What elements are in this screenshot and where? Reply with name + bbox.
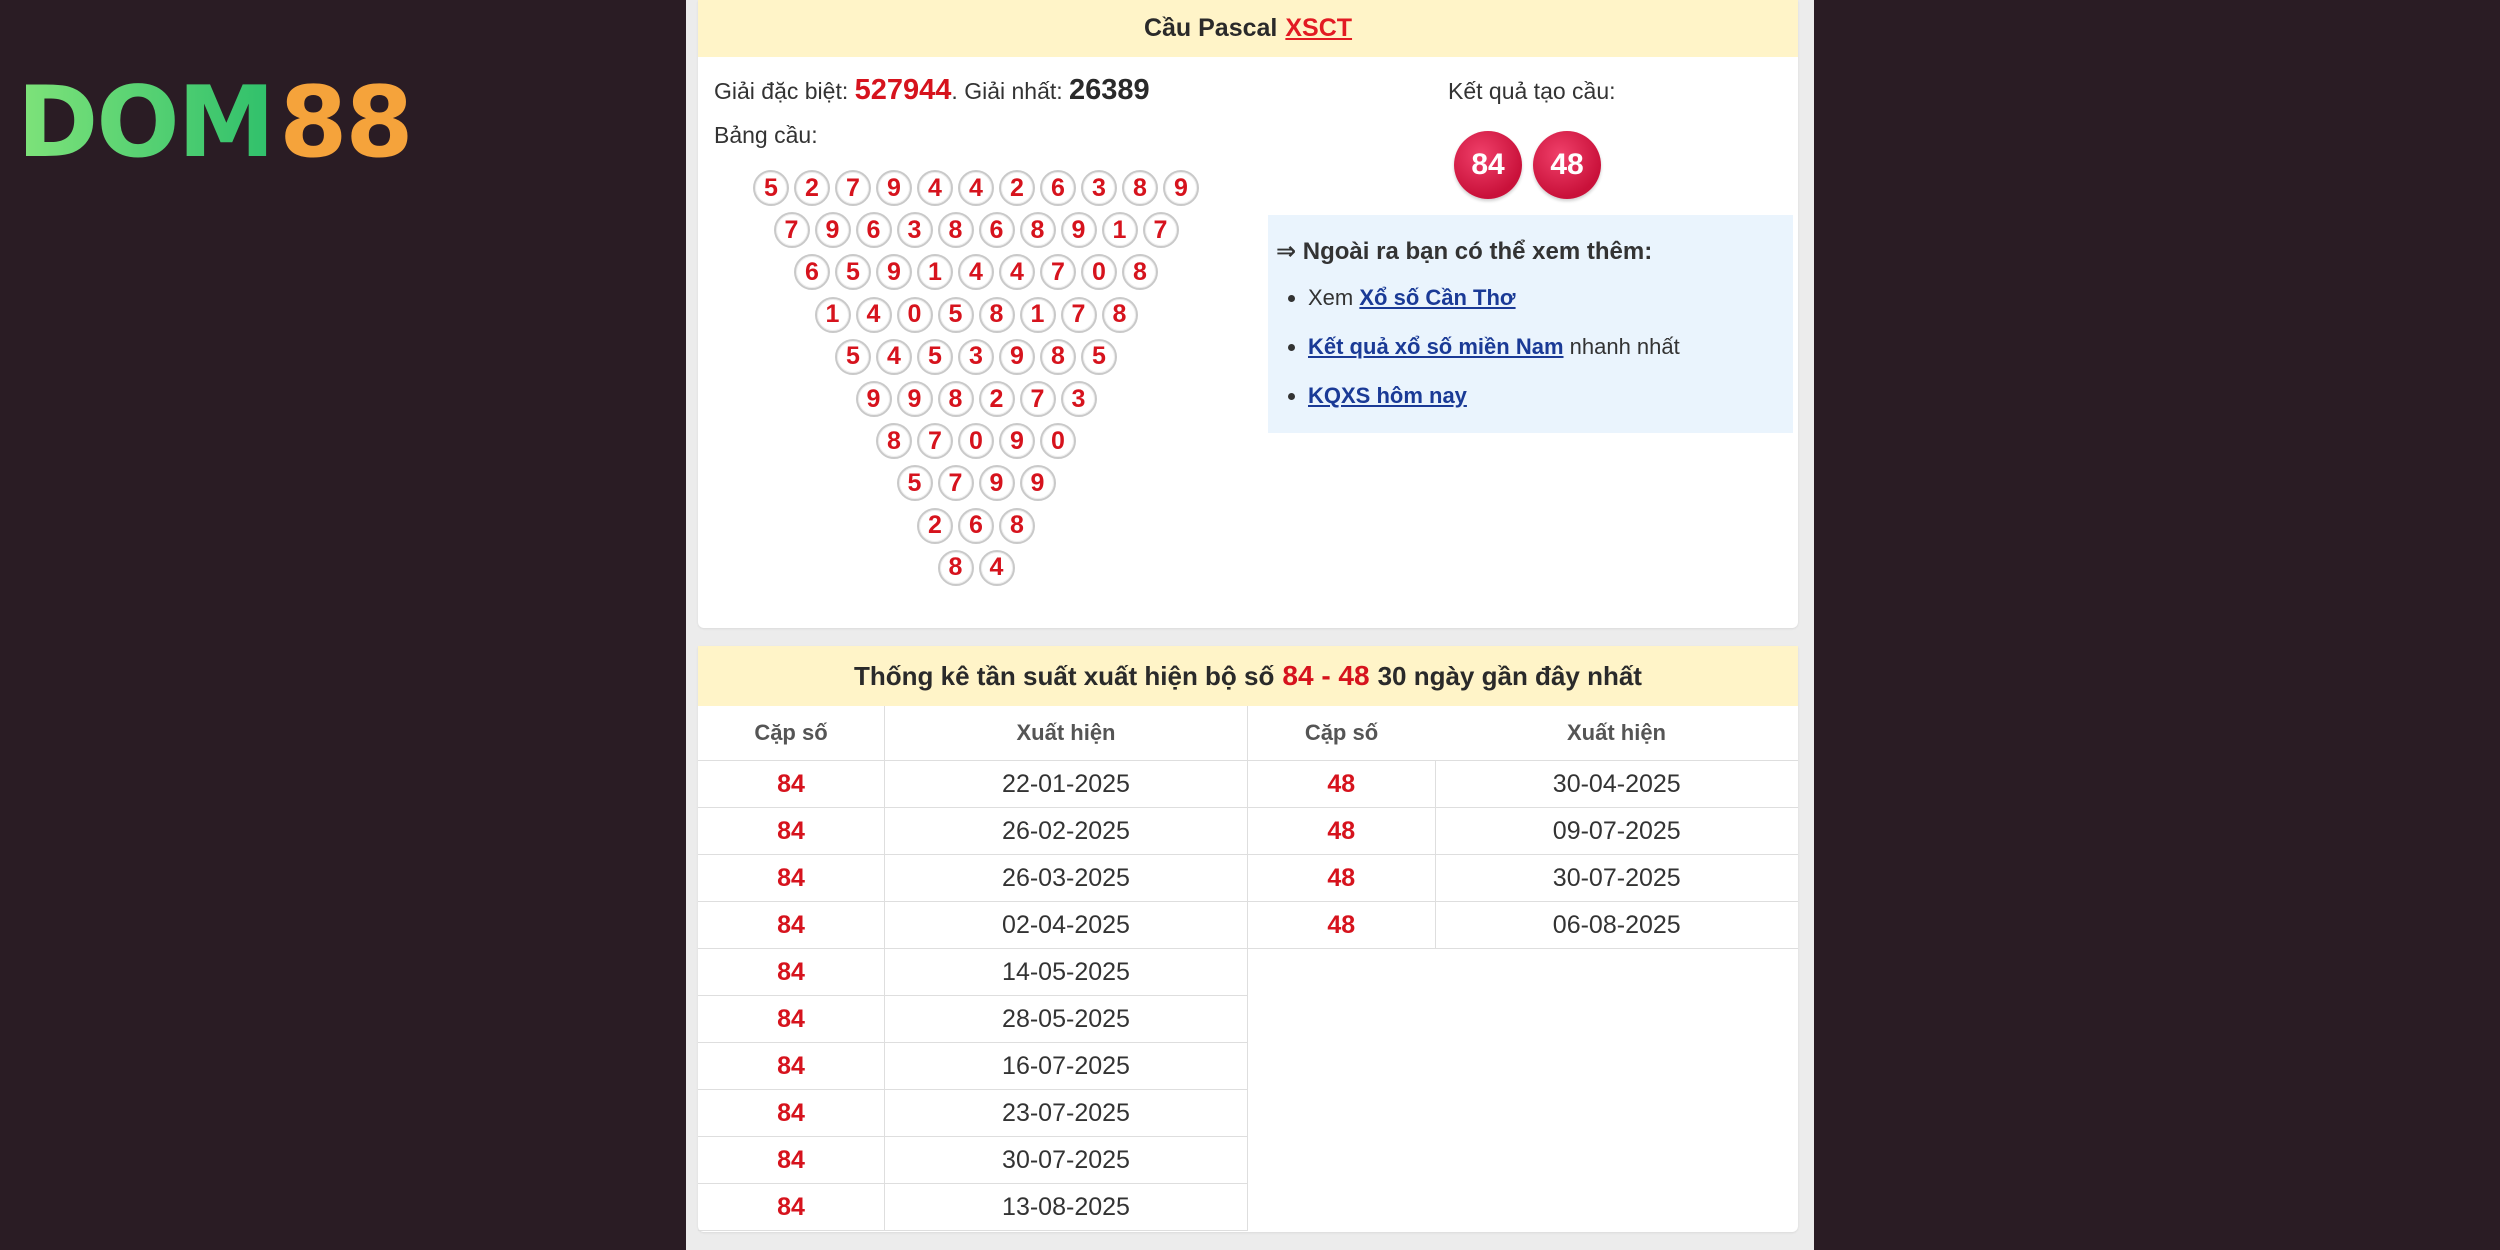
pascal-digit: 8 (1122, 170, 1158, 206)
pascal-digit: 8 (1102, 297, 1138, 333)
table-row (698, 761, 1248, 808)
pascal-digit: 4 (876, 339, 912, 375)
list-item (1308, 373, 1680, 422)
pascal-row (876, 423, 1081, 463)
pascal-digit: 0 (958, 423, 994, 459)
pair-cell: 84 (698, 1184, 885, 1231)
xsct-link[interactable]: XSCT (1285, 14, 1353, 42)
pascal-digit: 4 (958, 254, 994, 290)
pair-cell: 84 (698, 808, 885, 855)
table-row (1248, 808, 1798, 855)
pascal-digit: 1 (917, 254, 953, 290)
result-label: Kết quả tạo cầu: (1448, 78, 1616, 104)
result-ball-1: 84 (1454, 131, 1522, 199)
date-cell: 06-08-2025 (1435, 902, 1798, 949)
pascal-digit: 5 (897, 465, 933, 501)
date-cell: 26-03-2025 (885, 855, 1248, 902)
pair-cell: 84 (698, 902, 885, 949)
pascal-digit: 1 (815, 297, 851, 333)
pascal-digit: 4 (999, 254, 1035, 290)
pascal-digit: 8 (999, 508, 1035, 544)
pascal-digit: 5 (835, 254, 871, 290)
pascal-digit: 0 (1040, 423, 1076, 459)
stats-card (698, 646, 1798, 1232)
stats-table-48 (1248, 706, 1798, 949)
pascal-digit: 3 (1081, 170, 1117, 206)
pair-cell: 48 (1248, 902, 1435, 949)
pascal-digit: 8 (938, 381, 974, 417)
table-row (698, 949, 1248, 996)
pascal-digit: 9 (815, 212, 851, 248)
table-row (698, 1184, 1248, 1231)
table-row (1248, 902, 1798, 949)
pascal-digit: 5 (1081, 339, 1117, 375)
pascal-digit: 6 (979, 212, 1015, 248)
pascal-digit: 9 (979, 465, 1015, 501)
pascal-digit: 2 (794, 170, 830, 206)
pascal-digit: 9 (1020, 465, 1056, 501)
stats-title-suffix: 30 ngày gần đây nhất (1377, 660, 1642, 691)
pascal-digit: 5 (917, 339, 953, 375)
date-cell: 28-05-2025 (885, 996, 1248, 1043)
pascal-row (774, 212, 1184, 252)
date-cell: 13-08-2025 (885, 1184, 1248, 1231)
pair-cell: 84 (698, 996, 885, 1043)
date-cell: 26-02-2025 (885, 808, 1248, 855)
pair-cell: 84 (698, 855, 885, 902)
see-more-prefix: Xem (1308, 285, 1354, 310)
pascal-digit: 7 (1061, 297, 1097, 333)
pair-cell: 48 (1248, 761, 1435, 808)
table-row (698, 855, 1248, 902)
kqxs-hom-nay-link[interactable]: KQXS hôm nay (1308, 383, 1467, 408)
special-prize-label: Giải đặc biệt: (714, 78, 849, 104)
see-more-suffix: nhanh nhất (1569, 334, 1680, 359)
column-header-date: Xuất hiện (885, 706, 1248, 761)
column-header-date: Xuất hiện (1435, 706, 1798, 761)
pascal-digit: 9 (999, 423, 1035, 459)
pascal-digit: 0 (897, 297, 933, 333)
list-item (1308, 275, 1680, 324)
pascal-digit: 8 (938, 212, 974, 248)
pascal-row (856, 381, 1102, 421)
first-prize-label: Giải nhất: (964, 78, 1063, 104)
pair-cell: 48 (1248, 808, 1435, 855)
pascal-digit: 6 (794, 254, 830, 290)
pascal-table-label: Bảng cầu: (714, 122, 818, 148)
pascal-digit: 8 (1020, 212, 1056, 248)
see-more-title: ⇒ Ngoài ra bạn có thể xem thêm: (1276, 238, 1653, 265)
pascal-title: Cầu Pascal (1143, 14, 1278, 42)
pascal-digit: 7 (1020, 381, 1056, 417)
pascal-digit: 9 (1061, 212, 1097, 248)
pascal-digit: 8 (1122, 254, 1158, 290)
stats-table-84 (698, 706, 1248, 1231)
pascal-digit: 9 (856, 381, 892, 417)
pascal-digit: 2 (917, 508, 953, 544)
pascal-digit: 5 (753, 170, 789, 206)
pascal-digit: 5 (938, 297, 974, 333)
pascal-digit: 6 (958, 508, 994, 544)
date-cell: 30-07-2025 (1435, 855, 1798, 902)
pascal-row (917, 508, 1040, 548)
date-cell: 22-01-2025 (885, 761, 1248, 808)
see-more-box (1268, 215, 1793, 433)
pascal-digit: 8 (876, 423, 912, 459)
pascal-digit: 7 (774, 212, 810, 248)
pascal-digit: 9 (876, 170, 912, 206)
date-cell: 16-07-2025 (885, 1043, 1248, 1090)
date-cell: 14-05-2025 (885, 949, 1248, 996)
date-cell: 02-04-2025 (885, 902, 1248, 949)
dom88-logo[interactable] (17, 66, 412, 180)
pascal-digit: 7 (938, 465, 974, 501)
date-cell: 30-07-2025 (885, 1137, 1248, 1184)
pascal-card-header (698, 0, 1798, 57)
table-row (698, 1137, 1248, 1184)
column-header-pair: Cặp số (1248, 706, 1435, 761)
pascal-digit: 4 (979, 550, 1015, 586)
pascal-digit: 2 (999, 170, 1035, 206)
pascal-digit: 4 (917, 170, 953, 206)
ket-qua-mien-nam-link[interactable]: Kết quả xổ số miền Nam (1308, 334, 1564, 359)
pascal-digit: 6 (1040, 170, 1076, 206)
pascal-digit: 1 (1102, 212, 1138, 248)
pascal-digit: 9 (876, 254, 912, 290)
pair-cell: 84 (698, 1090, 885, 1137)
date-cell: 30-04-2025 (1435, 761, 1798, 808)
pascal-row (794, 254, 1163, 294)
pascal-row (835, 339, 1122, 379)
pascal-digit: 1 (1020, 297, 1056, 333)
pascal-digit: 5 (835, 339, 871, 375)
pascal-digit: 7 (835, 170, 871, 206)
pascal-digit: 3 (958, 339, 994, 375)
pascal-digit: 4 (856, 297, 892, 333)
table-row (1248, 855, 1798, 902)
special-prize-value: 527944 (854, 74, 952, 106)
stats-title-prefix: Thống kê tần suất xuất hiện bộ số (854, 660, 1275, 691)
pair-cell: 84 (698, 1137, 885, 1184)
pair-cell: 48 (1248, 855, 1435, 902)
logo-text-dom: DOM (17, 66, 274, 180)
table-row (698, 902, 1248, 949)
pascal-row (815, 297, 1143, 337)
table-row (698, 996, 1248, 1043)
see-more-list (1276, 275, 1680, 422)
column-header-pair: Cặp số (698, 706, 885, 761)
pascal-digit: 9 (1163, 170, 1199, 206)
pascal-digit: 7 (917, 423, 953, 459)
pascal-digit: 3 (1061, 381, 1097, 417)
pascal-digit: 8 (938, 550, 974, 586)
prize-line: Giải đặc biệt: 527944. Giải nhất: 26389 (714, 74, 1150, 106)
date-cell: 09-07-2025 (1435, 808, 1798, 855)
stats-title-numbers: 84 - 48 (1282, 660, 1370, 691)
pascal-digit: 9 (897, 381, 933, 417)
pascal-row (753, 170, 1204, 210)
pascal-digit: 2 (979, 381, 1015, 417)
pascal-digit: 8 (1040, 339, 1076, 375)
table-row (698, 1043, 1248, 1090)
pascal-digit: 4 (958, 170, 994, 206)
table-row (698, 1090, 1248, 1137)
pascal-digit: 8 (979, 297, 1015, 333)
pascal-digit: 0 (1081, 254, 1117, 290)
logo-text-88: 88 (279, 66, 412, 180)
pascal-row (897, 465, 1061, 505)
xo-so-can-tho-link[interactable]: Xổ số Cần Thơ (1359, 285, 1516, 310)
pair-cell: 84 (698, 949, 885, 996)
list-item (1308, 324, 1680, 373)
pascal-card (698, 0, 1798, 628)
pascal-digit: 6 (856, 212, 892, 248)
pascal-digit: 7 (1143, 212, 1179, 248)
pascal-digit: 3 (897, 212, 933, 248)
stats-card-header (698, 646, 1798, 706)
pair-cell: 84 (698, 1043, 885, 1090)
pair-cell: 84 (698, 761, 885, 808)
table-row (1248, 761, 1798, 808)
main-content (686, 0, 1814, 1250)
pascal-row (938, 550, 1020, 590)
date-cell: 23-07-2025 (885, 1090, 1248, 1137)
first-prize-value: 26389 (1069, 74, 1150, 106)
pascal-digit: 7 (1040, 254, 1076, 290)
pascal-digit: 9 (999, 339, 1035, 375)
table-row (698, 808, 1248, 855)
result-ball-2: 48 (1533, 131, 1601, 199)
